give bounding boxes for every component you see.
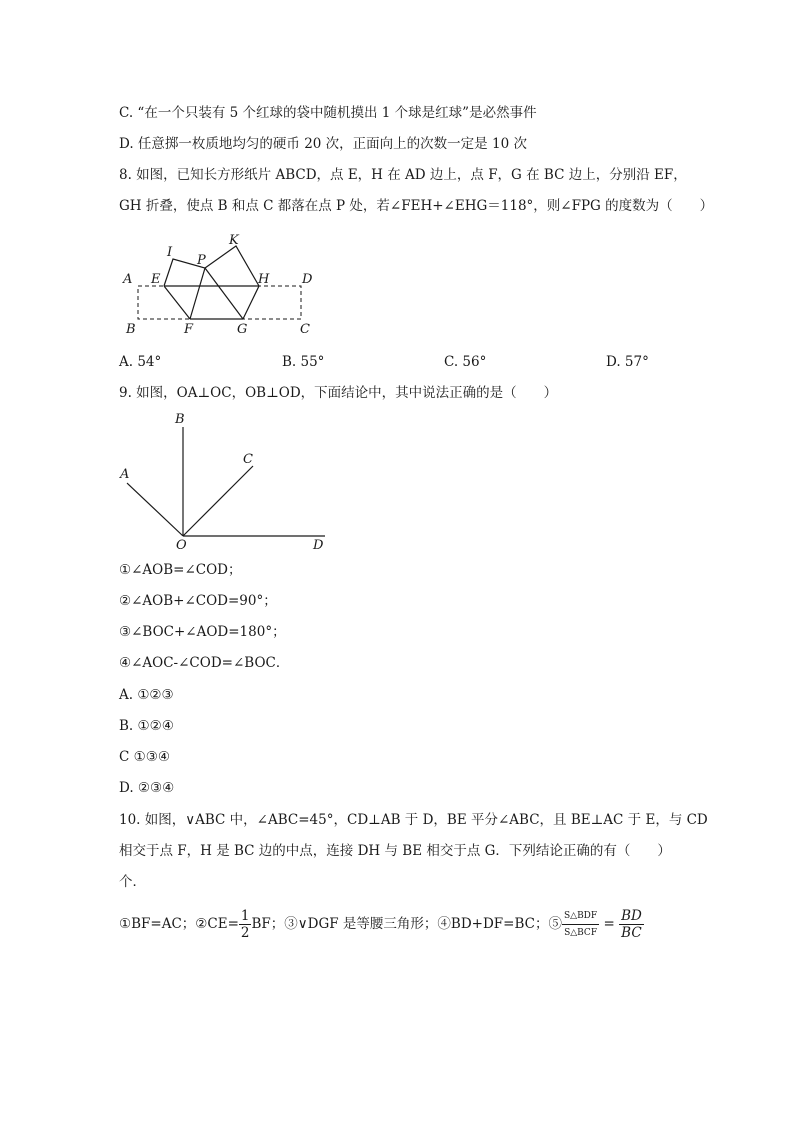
q10-half-den: 2 — [240, 925, 250, 941]
q8-stem-line2: GH 折叠，使点 B 和点 C 都落在点 P 处，若∠FEH+∠EHG＝118°，则∠FPG 的度数为（ ） — [119, 198, 714, 214]
q9-ray-oa — [127, 483, 183, 536]
q8-label-f: F — [184, 322, 194, 337]
q9-option-c: C ①③④ — [119, 749, 170, 765]
q8-label-d: D — [302, 272, 313, 287]
q10-stem-line3: 个． — [119, 874, 146, 890]
q9-option-a: A. ①②③ — [119, 687, 174, 703]
q8-label-g: G — [237, 322, 248, 337]
q8-stem-line1: 8. 如图，已知长方形纸片 ABCD，点 E，H 在 AD 边上，点 F，G 在 BC 边上，分别沿 EF， — [119, 167, 687, 183]
q9-label-d: D — [313, 538, 324, 553]
q10-area-den: S△BCF — [564, 928, 598, 938]
q10-area-num: S△BDF — [562, 908, 599, 925]
q7-option-d: D. 任意掷一枚质地均匀的硬币 20 次，正面向上的次数一定是 10 次 — [119, 136, 527, 152]
q10-side-ratio — [619, 908, 644, 941]
q8-label-h: H — [258, 272, 270, 287]
q8-option-d: D. 57° — [606, 354, 649, 370]
q10-side-den: BC — [621, 925, 642, 941]
q9-label-b: B — [175, 412, 185, 427]
q8-label-a: A — [123, 272, 133, 287]
q10-half-fraction — [239, 908, 252, 941]
q10-equals: = — [603, 916, 615, 932]
q9-label-a: A — [120, 467, 130, 482]
q9-stem: 9. 如图，OA⊥OC，OB⊥OD，下面结论中，其中说法正确的是（ ） — [119, 385, 558, 401]
q8-option-a: A. 54° — [119, 354, 162, 370]
q10-conclusions — [119, 908, 644, 941]
q9-statement-2: ②∠AOB+∠COD=90°； — [119, 593, 277, 609]
q10-half-num: 1 — [240, 908, 250, 924]
q10-conclusion-tail: BF；③∨DGF 是等腰三角形；④BD+DF=BC；⑤ — [251, 916, 562, 932]
q10-stem-line1: 10. 如图，∨ABC 中，∠ABC=45°，CD⊥AB 于 D，BE 平分∠ABC，且 BE⊥AC 于 E，与 CD — [119, 812, 708, 828]
q10-stem-line2: 相交于点 F，H 是 BC 边的中点，连接 DH 与 BE 相交于点 G．下列结论正确的有（ ） — [119, 843, 671, 859]
q9-statement-4: ④∠AOC-∠COD=∠BOC． — [119, 655, 290, 671]
q8-label-b: B — [126, 322, 136, 337]
q8-label-c: C — [300, 322, 310, 337]
q10-side-num: BD — [621, 908, 642, 924]
q8-label-e: E — [151, 272, 161, 287]
q9-statement-3: ③∠BOC+∠AOD=180°； — [119, 624, 286, 640]
q10-conclusion-1-2: ①BF=AC；②CE= — [119, 916, 239, 932]
q7-option-c: C. “在一个只装有 5 个红球的袋中随机摸出 1 个球是红球”是必然事件 — [119, 105, 537, 121]
q9-option-d: D. ②③④ — [119, 780, 175, 796]
q8-option-b: B. 55° — [282, 354, 325, 370]
q8-label-p: P — [197, 253, 206, 268]
q8-label-i: I — [167, 245, 173, 260]
q9-label-c: C — [243, 452, 253, 467]
q8-label-k: K — [229, 233, 239, 248]
q9-ray-oc — [183, 466, 253, 536]
q9-option-b: B. ①②④ — [119, 718, 174, 734]
q9-label-o: O — [176, 538, 187, 553]
q8-option-c: C. 56° — [444, 354, 487, 370]
q10-area-ratio — [562, 908, 599, 941]
q9-statement-1: ①∠AOB=∠COD； — [119, 562, 242, 578]
